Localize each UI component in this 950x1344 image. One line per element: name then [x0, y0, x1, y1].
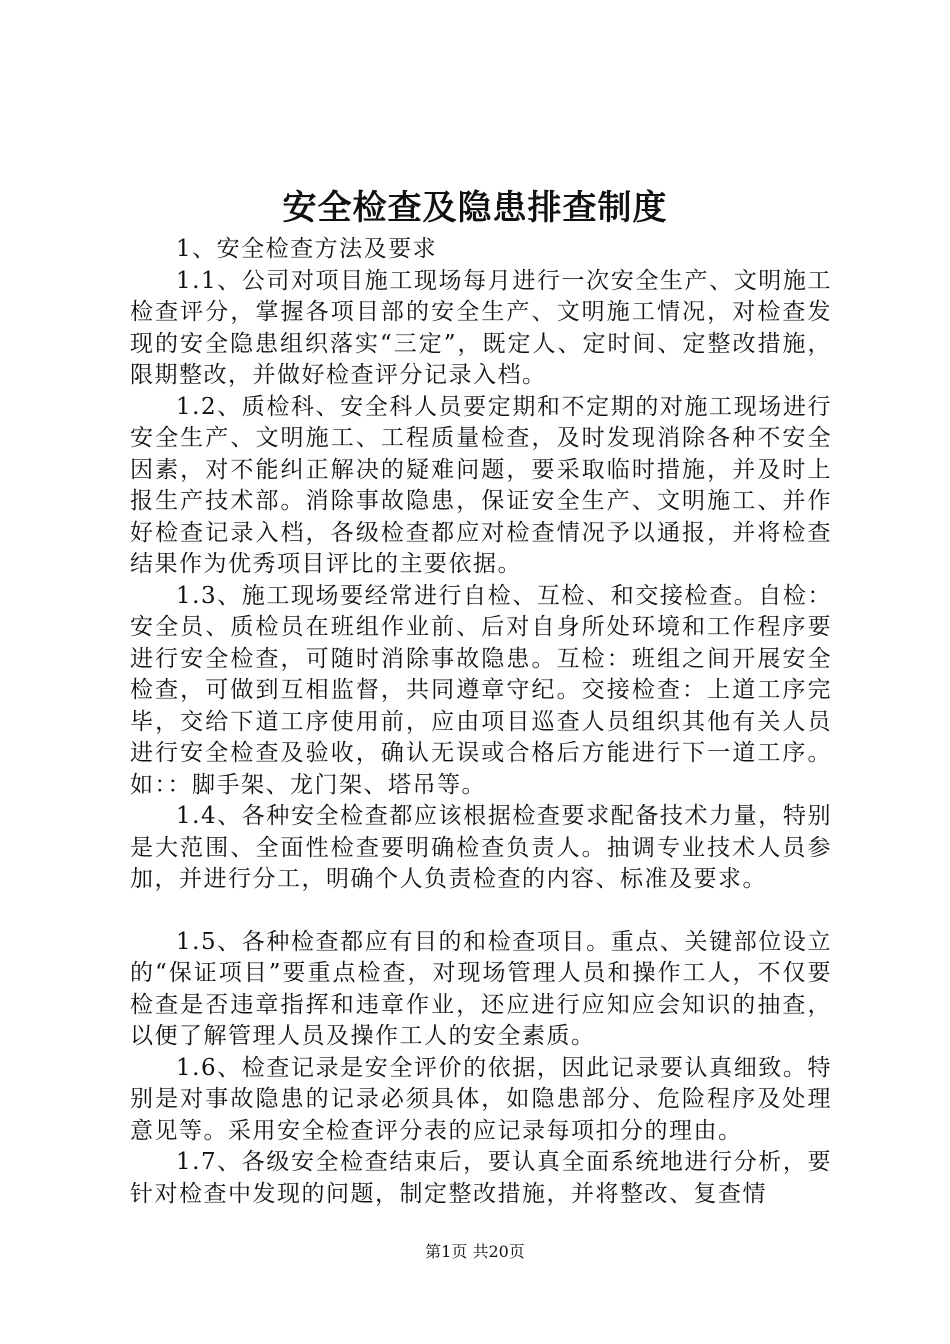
- paragraph-1-4: 1.4、各种安全检查都应该根据检查要求配备技术力量，特别是大范围、全面性检查要明确检查负责人。抽调专业技术人员参加，并进行分工，明确个人负责检查的内容、标准及要求。: [130, 803, 832, 892]
- paragraph-1-1: 1.1、公司对项目施工现场每月进行一次安全生产、文明施工检查评分，掌握各项目部的安全生产、文明施工情况，对检查发现的安全隐患组织落实“三定”，既定人、定时间、定整改措施，限期整改，并做好检查评分记录入档。: [130, 267, 832, 388]
- paragraph-1-3: 1.3、施工现场要经常进行自检、互检、和交接检查。自检：安全员、质检员在班组作业前、后对自身所处环境和工作程序要进行安全检查，可随时消除事故隐患。互检：班组之间开展安全检查，可做到互相监督，共同遵章守纪。交接检查：上道工序完毕，交给下道工序使用前，应由项目巡查人员组织其他有关人员进行安全检查及验收，确认无误或合格后方能进行下一道工序。如：：脚手架、龙门架、塔吊等。: [130, 582, 832, 798]
- document-title: 安全检查及隐患排查制度: [282, 188, 668, 228]
- paragraph-1-6: 1.6、检查记录是安全评价的依据，因此记录要认真细致。特别是对事故隐患的记录必须具体，如隐患部分、危险程序及处理意见等。采用安全检查评分表的应记录每项扣分的理由。: [130, 1054, 832, 1144]
- section-heading: 1、安全检查方法及要求: [176, 236, 438, 262]
- document-body: [130, 234, 832, 1210]
- paragraph-1-5: 1.5、各种检查都应有目的和检查项目。重点、关键部位设立的“保证项目”要重点检查，对现场管理人员和操作工人，不仅要检查是否违章指挥和违章作业，还应进行应知应会知识的抽查，以便了解管理人员及操作工人的安全素质。: [130, 928, 832, 1049]
- page-number-footer: 第1页 共20页: [425, 1242, 525, 1261]
- paragraph-1-2: 1.2、质检科、安全科人员要定期和不定期的对施工现场进行安全生产、文明施工、工程质量检查，及时发现消除各种不安全因素，对不能纠正解决的疑难问题，要采取临时措施，并及时上报生产技术部。消除事故隐患，保证安全生产、文明施工、并作好检查记录入档，各级检查都应对检查情况予以通报，并将检查结果作为优秀项目评比的主要依据。: [130, 393, 832, 577]
- paragraph-1-7: 1.7、各级安全检查结束后，要认真全面系统地进行分析，要针对检查中发现的问题，制定整改措施，并将整改、复查情: [130, 1149, 832, 1207]
